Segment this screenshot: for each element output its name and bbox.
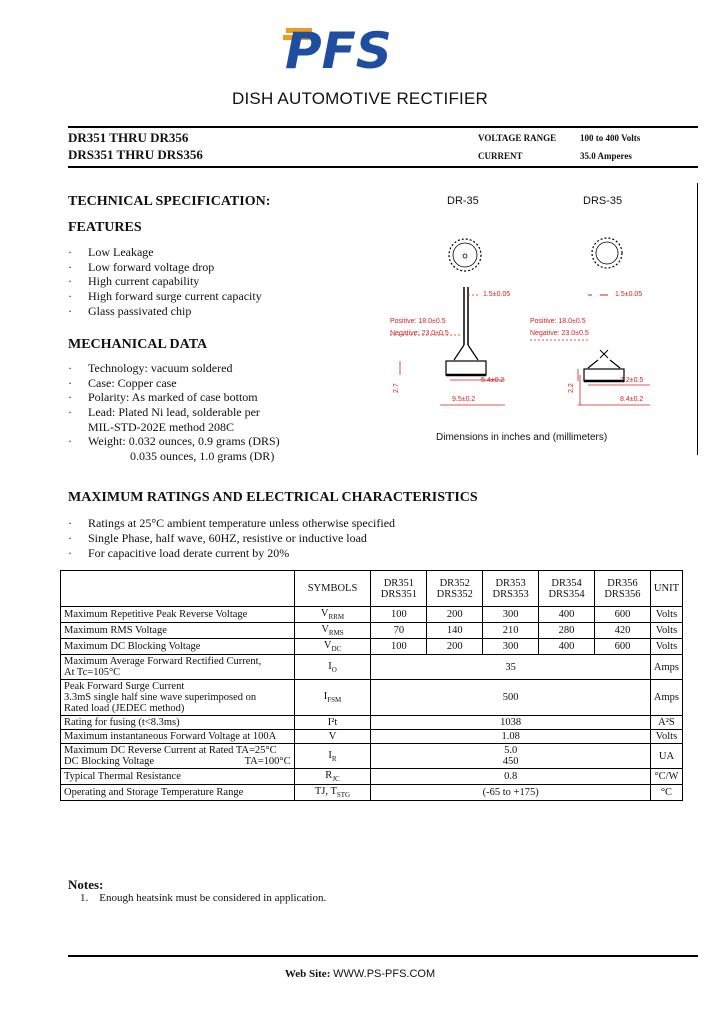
document-title: DISH AUTOMOTIVE RECTIFIER <box>232 89 488 108</box>
tech-spec-title: TECHNICAL SPECIFICATION: <box>68 194 271 209</box>
weight-item-dr: 0.035 ounces, 1.0 grams (DR) <box>130 449 275 463</box>
mech-item: · Technology: vacuum soldered <box>68 361 233 375</box>
web-url[interactable]: WWW.PS-PFS.COM <box>333 968 436 980</box>
drs-positive-dim: Positive: 18.0±0.5 <box>530 318 586 325</box>
table-row: Rating for fusing (t<8.3ms) I²t 1038 A²S <box>61 716 683 730</box>
col-unit: UNIT <box>650 571 682 607</box>
mech-item: · Lead: Plated Ni lead, solderable per <box>68 405 260 419</box>
dr-positive-dim: Positive: 18.0±0.5 <box>390 318 446 325</box>
table-row: Maximum DC Blocking Voltage $V_{DC}$ 100 200 300 400 600 Volts <box>61 639 683 655</box>
drs-outer-dim: 8.4±0.2 <box>620 396 644 403</box>
feature-item: · High forward surge current capacity <box>68 289 262 303</box>
features-title: FEATURES <box>68 220 142 235</box>
table-row: Maximum instantaneous Forward Voltage at 100A V 1.08 Volts <box>61 730 683 744</box>
col-part: DR356 DRS356 <box>594 571 650 607</box>
current-value: 35.0 Amperes <box>580 151 632 161</box>
drs-inner-dim: 7.2±0.5 <box>620 377 644 384</box>
table-row: Operating and Storage Temperature Range TJ, $T_{STG}$ (-65 to +175) °C <box>61 785 683 801</box>
voltage-range-label: VOLTAGE RANGE <box>478 133 557 143</box>
feature-item: · Low forward voltage drop <box>68 260 215 274</box>
feature-item: · Glass passivated chip <box>68 304 192 318</box>
col-part: DR354 DRS354 <box>539 571 595 607</box>
drs-lead-dim: 1.5±0.05 <box>615 291 643 298</box>
note-item: 1. Enough heatsink must be considered in application. <box>80 892 327 904</box>
pkg-dr35-label: DR-35 <box>447 195 479 207</box>
table-row: Maximum DC Reverse Current at Rated TA=25°C DC Blocking Voltage TA=100°C $I_R$ 5.0 450 UA <box>61 744 683 769</box>
header-bottom-rule <box>68 166 698 168</box>
feature-item: · Low Leakage <box>68 245 154 259</box>
part-range-drs: DRS351 THRU DRS356 <box>68 147 203 162</box>
voltage-range-value: 100 to 400 Volts <box>580 133 641 143</box>
mechanical-title: MECHANICAL DATA <box>68 337 208 352</box>
section-divider <box>697 183 698 455</box>
feature-item: · High current capability <box>68 274 200 288</box>
ratings-table <box>60 570 683 801</box>
pkg-drs35-label: DRS-35 <box>583 195 623 207</box>
table-row: Peak Forward Surge Current 3.3mS single half sine wave superimposed on Rated load (JEDEC method) $I_{FSM}$ 500 Amps <box>61 680 683 716</box>
table-row: Maximum Repetitive Peak Reverse Voltage $V_{RRM}$ 100 200 300 400 600 Volts <box>61 607 683 623</box>
web-label: Web Site: <box>284 968 331 980</box>
drs-negative-dim: Negative: 23.0±0.5 <box>530 330 589 337</box>
rating-note: · Single Phase, half wave, 60HZ, resistive or inductive load <box>68 531 367 545</box>
package-diagram <box>380 225 690 415</box>
col-part: DR351 DRS351 <box>371 571 427 607</box>
table-header-row <box>61 571 683 607</box>
part-range-dr: DR351 THRU DR356 <box>68 130 189 145</box>
notes-title: Notes: <box>68 877 104 892</box>
mech-item-cont: MIL-STD-202E method 208C <box>88 420 234 434</box>
weight-item: · Weight: 0.032 ounces, 0.9 grams (DRS) <box>68 434 280 448</box>
dimension-caption: Dimensions in inches and (millimeters) <box>436 432 608 443</box>
col-symbols: SYMBOLS <box>294 571 371 607</box>
dr-negative-dim: Negative: 23.0±0.5 <box>390 330 449 337</box>
col-part: DR353 DRS353 <box>483 571 539 607</box>
col-part: DR352 DRS352 <box>427 571 483 607</box>
mech-item: · Polarity: As marked of case bottom <box>68 390 258 404</box>
pfs-logo <box>278 20 453 76</box>
dr-inner-dim: 5.4±0.2 <box>481 377 505 384</box>
dr-lead-dim: 1.5±0.05 <box>483 291 511 298</box>
rating-note: · Ratings at 25°C ambient temperature unless otherwise specified <box>68 516 396 530</box>
table-header-blank <box>61 571 295 607</box>
dr-height-dim: 2.7 <box>393 383 400 393</box>
table-row: Maximum RMS Voltage $V_{RMS}$ 70 140 210 280 420 Volts <box>61 623 683 639</box>
footer-rule <box>68 955 698 957</box>
dr-outer-dim: 9.5±0.2 <box>452 396 476 403</box>
logo-text: PFS <box>285 22 392 76</box>
mech-item: · Case: Copper case <box>68 376 177 390</box>
header-top-rule <box>68 126 698 128</box>
website-line <box>0 968 720 980</box>
table-row: Maximum Average Forward Rectified Current, At Tc=105°C $I_O$ 35 Amps <box>61 655 683 680</box>
current-label: CURRENT <box>478 151 523 161</box>
table-row: Typical Thermal Resistance $R_{JC}$ 0.8 °C/W <box>61 769 683 785</box>
max-ratings-title: MAXIMUM RATINGS AND ELECTRICAL CHARACTERISTICS <box>68 490 478 505</box>
drs-height-dim: 2.2 <box>568 383 575 393</box>
rating-note: · For capacitive load derate current by 20% <box>68 546 290 560</box>
